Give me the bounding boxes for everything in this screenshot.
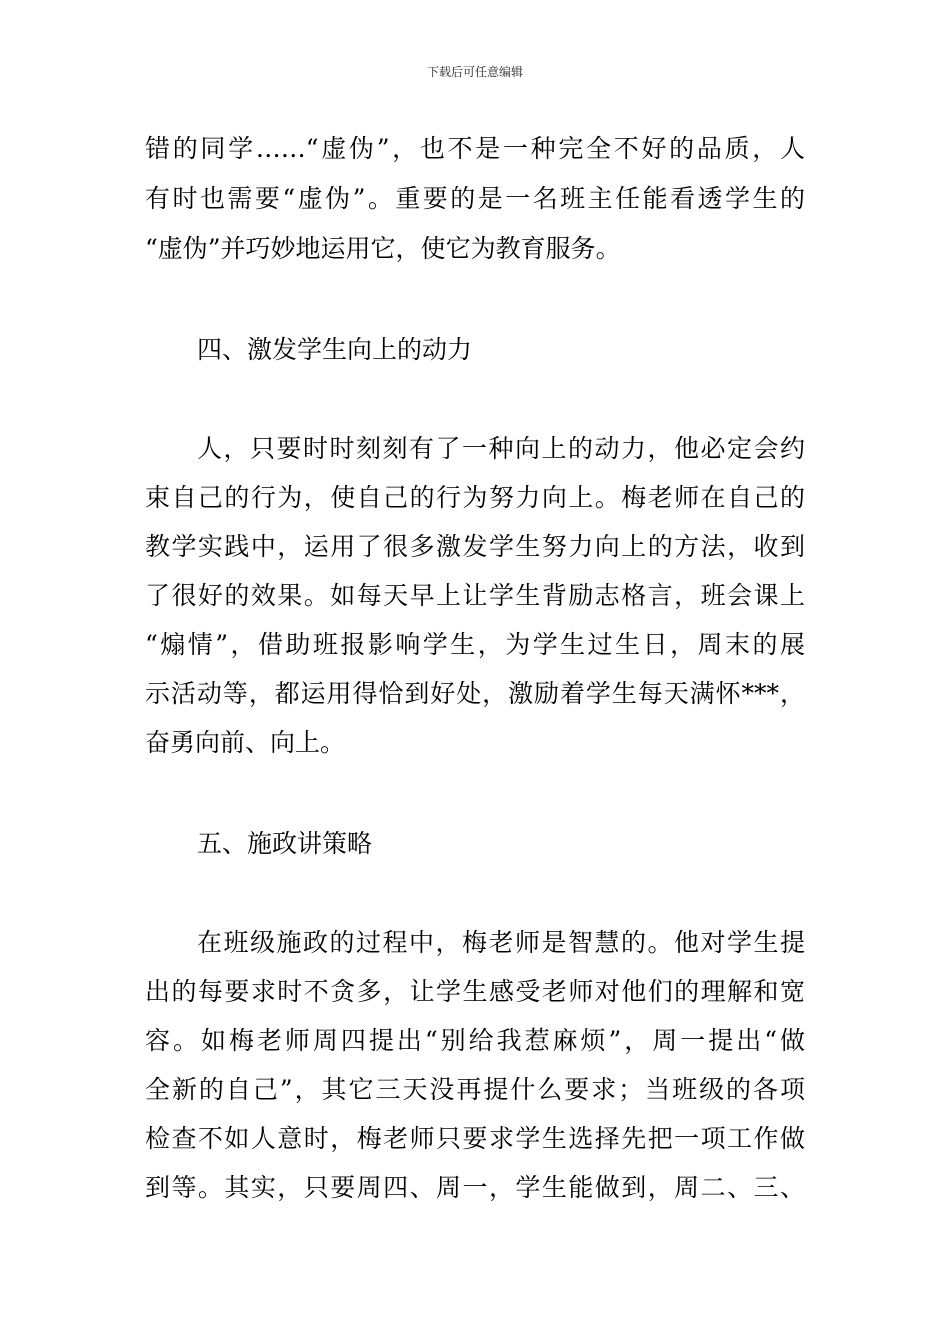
paragraph-line: “煽情”，借助班报影响学生，为学生过生日，周末的展 <box>145 630 805 659</box>
paragraph-line: 示活动等，都运用得恰到好处，激励着学生每天满怀***， <box>145 679 805 708</box>
paragraph-line: 全新的自己”，其它三天没再提什么要求；当班级的各项 <box>145 1075 805 1104</box>
paragraph-line: 在班级施政的过程中，梅老师是智慧的。他对学生提 <box>197 928 805 957</box>
page-header: 下载后可任意编辑 <box>426 65 523 79</box>
paragraph-line: 出的每要求时不贪多，让学生感受老师对他们的理解和宽 <box>145 977 805 1006</box>
paragraph-line: 束自己的行为，使自己的行为努力向上。梅老师在自己的 <box>145 483 805 512</box>
paragraph-line: 教学实践中，运用了很多激发学生努力向上的方法，收到 <box>145 532 805 561</box>
section-heading: 四、激发学生向上的动力 <box>197 335 473 364</box>
paragraph-line: 到等。其实，只要周四、周一，学生能做到，周二、三、 <box>145 1173 805 1202</box>
paragraph-line: 容。如梅老师周四提出“别给我惹麻烦”，周一提出“做 <box>145 1026 805 1055</box>
paragraph-line: 错的同学……“虚伪”，也不是一种完全不好的品质，人 <box>145 134 805 163</box>
paragraph-line: 检查不如人意时，梅老师只要求学生选择先把一项工作做 <box>145 1124 805 1153</box>
section-heading: 五、施政讲策略 <box>197 829 373 858</box>
paragraph-line: 人，只要时时刻刻有了一种向上的动力，他必定会约 <box>197 434 805 463</box>
paragraph-line: “虚伪”并巧妙地运用它，使它为教育服务。 <box>145 234 621 263</box>
paragraph-line: 了很好的效果。如每天早上让学生背励志格言，班会课上 <box>145 581 805 610</box>
paragraph-line: 有时也需要“虚伪”。重要的是一名班主任能看透学生的 <box>145 184 805 213</box>
paragraph-line: 奋勇向前、向上。 <box>145 728 346 757</box>
